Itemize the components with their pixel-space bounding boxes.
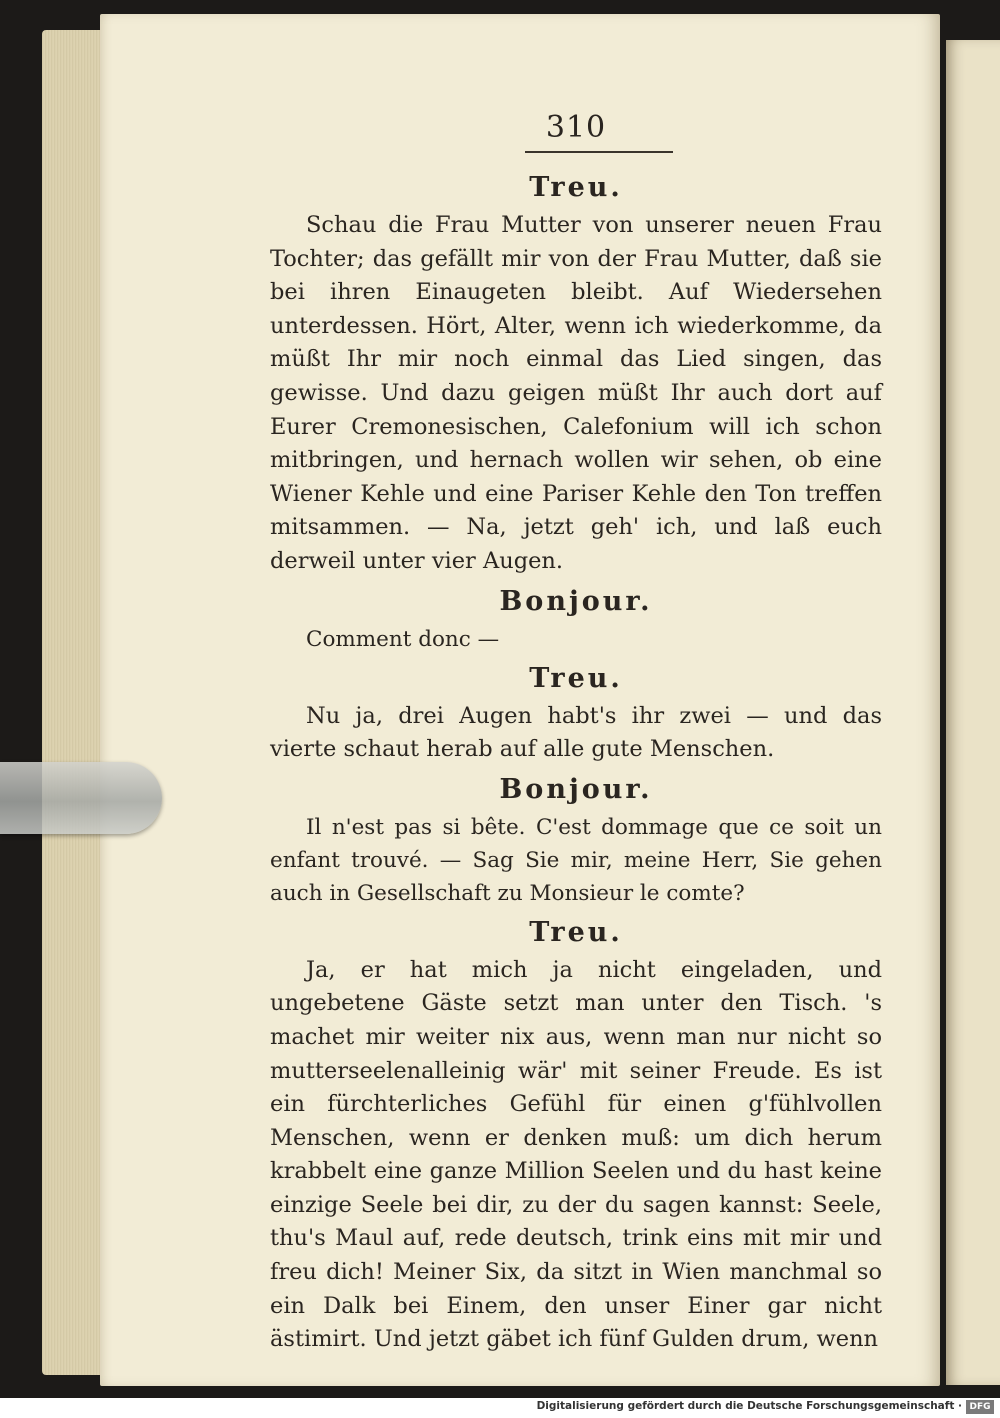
page-number: 310 xyxy=(545,110,607,145)
dialogue-text: Ja, er hat mich ja nicht eingeladen, und ungebetene Gäste setzt man unter den Tisch. 's machet mir weiter nix aus, wenn man nur nicht so mutterseelenalleinig wär' mit seiner Freude. Es ist ein fürchterliches Gefühl für einen g'fühlvollen Menschen, wenn er denken muß: um dich herum krabbelt eine ganze Million Seelen und du hast keine einzige Seele bei dir, zu der du sagen kannst: Seele, thu's Maul auf, rede deutsch, trink eins mit mir und freu dich! Meiner Six, da sitzt in Wien manchmal so ein Dalk bei Einem, den unser Einer gar nicht ästimirt. Und jetzt gäbet ich fünf Gulden drum, wenn xyxy=(270,956,882,1353)
dialogue-text: Schau die Frau Mutter von unserer neuen Frau Tochter; das gefällt mir von der Frau Mutter, daß sie bei ihren Einaugeten bleibt. Auf Wiedersehen unterdessen. Hört, Alter, wenn ich wiederkomme, da müßt Ihr mir noch einmal das Lied singen, das gewisse. Und dazu geigen müßt Ihr auch dort auf Eurer Cremonesischen, Calefonium will ich schon mitbringen, und hernach wollen wir sehen, ob eine Wiener Kehle und eine Pariser Kehle den Ton treffen mitsammen. — Na, jetzt geh' ich, und laß euch derweil unter vier Augen. xyxy=(270,212,882,574)
header-rule xyxy=(525,151,673,153)
dialogue-text: Comment donc — xyxy=(306,626,500,652)
ruler-bookmark xyxy=(0,762,162,834)
funding-notice: Digitalisierung gefördert durch die Deutsche Forschungsgemeinschaft · xyxy=(536,1400,962,1412)
page-content xyxy=(270,110,882,1357)
dialogue-text: Nu ja, drei Augen habt's ihr zwei — und das vierte schaut herab auf alle gute Menschen. xyxy=(270,702,882,763)
speaker-label: Bonjour. xyxy=(499,585,653,617)
speaker-label: Treu. xyxy=(529,662,623,694)
dialogue-text: Il n'est pas si bête. C'est dommage que ce soit un enfant trouvé. — Sag Sie mir, meine Herr, Sie gehen auch in Gesellschaft zu Monsieur le comte? xyxy=(270,814,882,906)
speaker-label: Treu. xyxy=(529,916,623,948)
speaker-label: Treu. xyxy=(529,172,623,203)
dfg-logo: DFG xyxy=(966,1400,994,1414)
next-page-edge xyxy=(946,40,1000,1385)
speaker-label: Bonjour. xyxy=(499,773,653,805)
